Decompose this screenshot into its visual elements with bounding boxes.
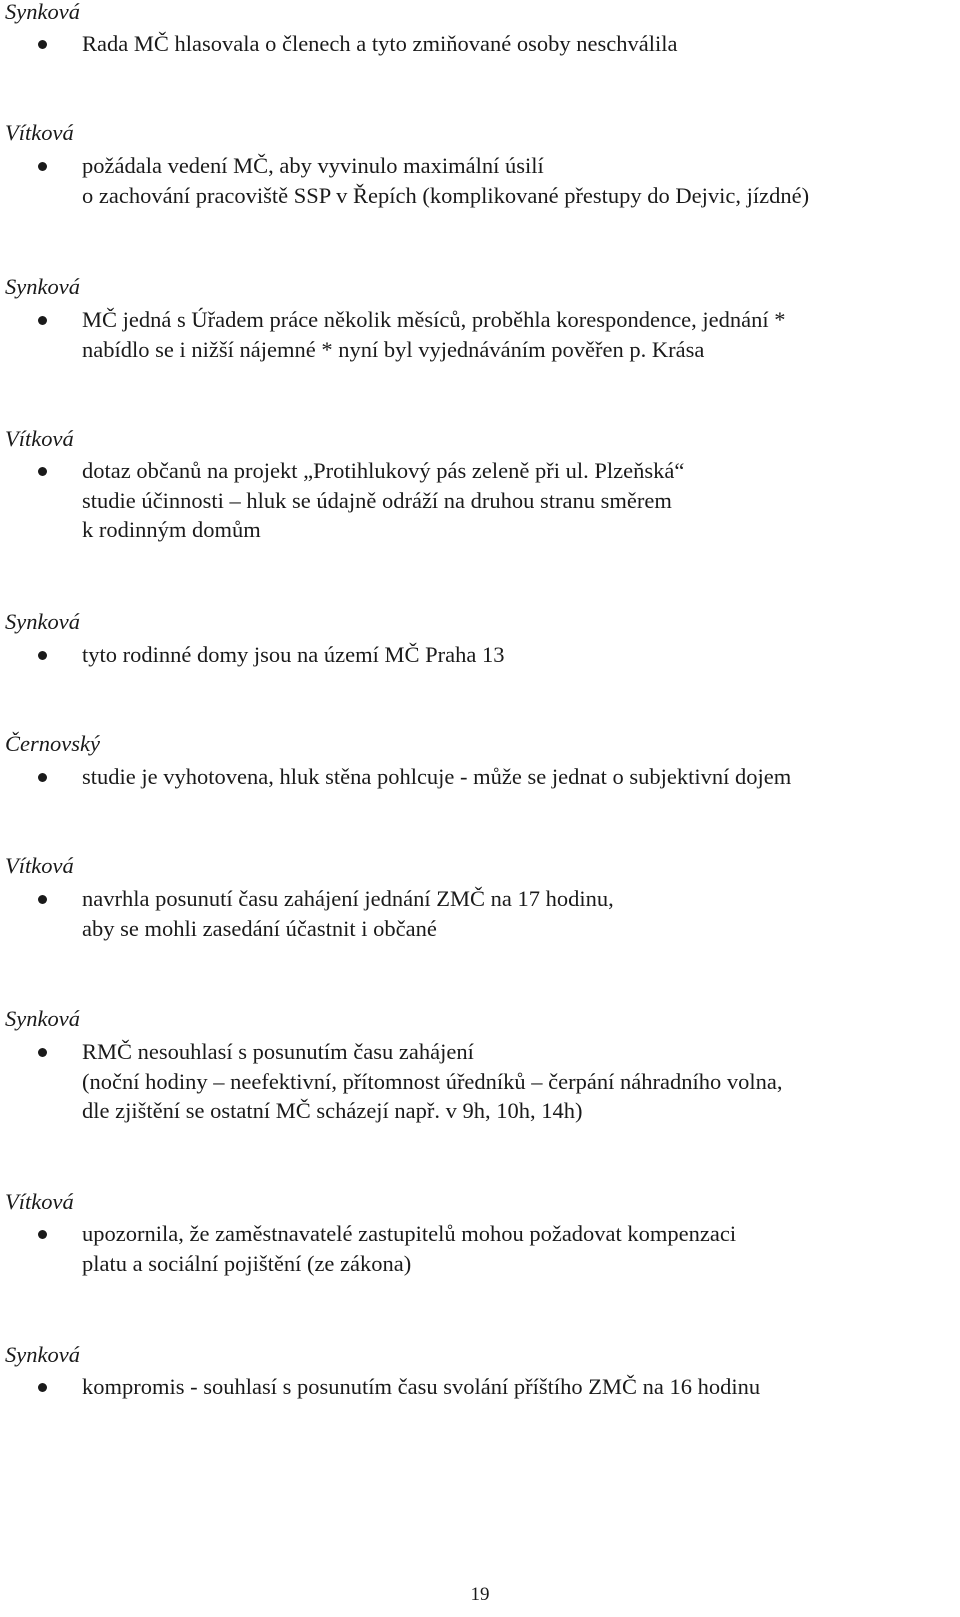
bullet-icon: [38, 316, 47, 325]
statement-line: kompromis - souhlasí s posunutím času svolání příštího ZMČ na 16 hodinu: [82, 1374, 761, 1399]
bullet-icon: [38, 40, 47, 49]
bullet-icon: [38, 773, 47, 782]
statement-line: MČ jedná s Úřadem práce několik měsíců, proběhla korespondence, jednání *: [82, 307, 786, 332]
statement-line: studie účinnosti – hluk se údajně odráží na druhou stranu směrem: [82, 487, 672, 513]
statement-line: upozornila, že zaměstnavatelé zastupitelů mohou požadovat kompenzaci: [82, 1221, 737, 1246]
speaker-name: Černovský: [5, 731, 100, 756]
statement-line: Rada MČ hlasovala o členech a tyto zmiňované osoby neschválila: [82, 31, 678, 56]
speaker-name: Synková: [5, 274, 80, 299]
speaker-name: Synková: [5, 609, 80, 634]
speaker-name: Synková: [5, 1342, 80, 1367]
bullet-icon: [38, 162, 47, 171]
statement-line: RMČ nesouhlasí s posunutím času zahájení: [82, 1039, 474, 1064]
statement-line: dle zjištění se ostatní MČ scházejí např. v 9h, 10h, 14h): [82, 1098, 583, 1123]
statement-line: navrhla posunutí času zahájení jednání ZMČ na 17 hodinu,: [82, 886, 614, 911]
bullet-icon: [38, 1048, 47, 1057]
speaker-name: Vítková: [5, 120, 74, 145]
statement-line: platu a sociální pojištění (ze zákona): [82, 1250, 412, 1276]
bullet-icon: [38, 1383, 47, 1392]
statement-line: (noční hodiny – neefektivní, přítomnost úředníků – čerpání náhradního volna,: [82, 1068, 783, 1094]
statement-line: tyto rodinné domy jsou na území MČ Praha 13: [82, 642, 505, 667]
bullet-icon: [38, 1230, 47, 1239]
statement-line: studie je vyhotovena, hluk stěna pohlcuje - může se jednat o subjektivní dojem: [82, 764, 792, 789]
statement-line: požádala vedení MČ, aby vyvinulo maximální úsilí: [82, 153, 544, 178]
statement-line: dotaz občanů na projekt „Protihlukový pás zeleně při ul. Plzeňská“: [82, 458, 685, 483]
speaker-name: Vítková: [5, 853, 74, 878]
speaker-name: Vítková: [5, 426, 74, 451]
speaker-name: Synková: [5, 0, 80, 24]
statement-line: o zachování pracoviště SSP v Řepích (komplikované přestupy do Dejvic, jízdné): [82, 182, 810, 208]
speaker-name: Vítková: [5, 1189, 74, 1214]
bullet-icon: [38, 895, 47, 904]
statement-line: k rodinným domům: [82, 517, 261, 542]
page-number: 19: [470, 1584, 490, 1605]
statement-line: aby se mohli zasedání účastnit i občané: [82, 915, 437, 941]
speaker-name: Synková: [5, 1006, 80, 1031]
statement-line: nabídlo se i nižší nájemné * nyní byl vyjednáváním pověřen p. Krása: [82, 336, 705, 362]
bullet-icon: [38, 467, 47, 476]
bullet-icon: [38, 651, 47, 660]
